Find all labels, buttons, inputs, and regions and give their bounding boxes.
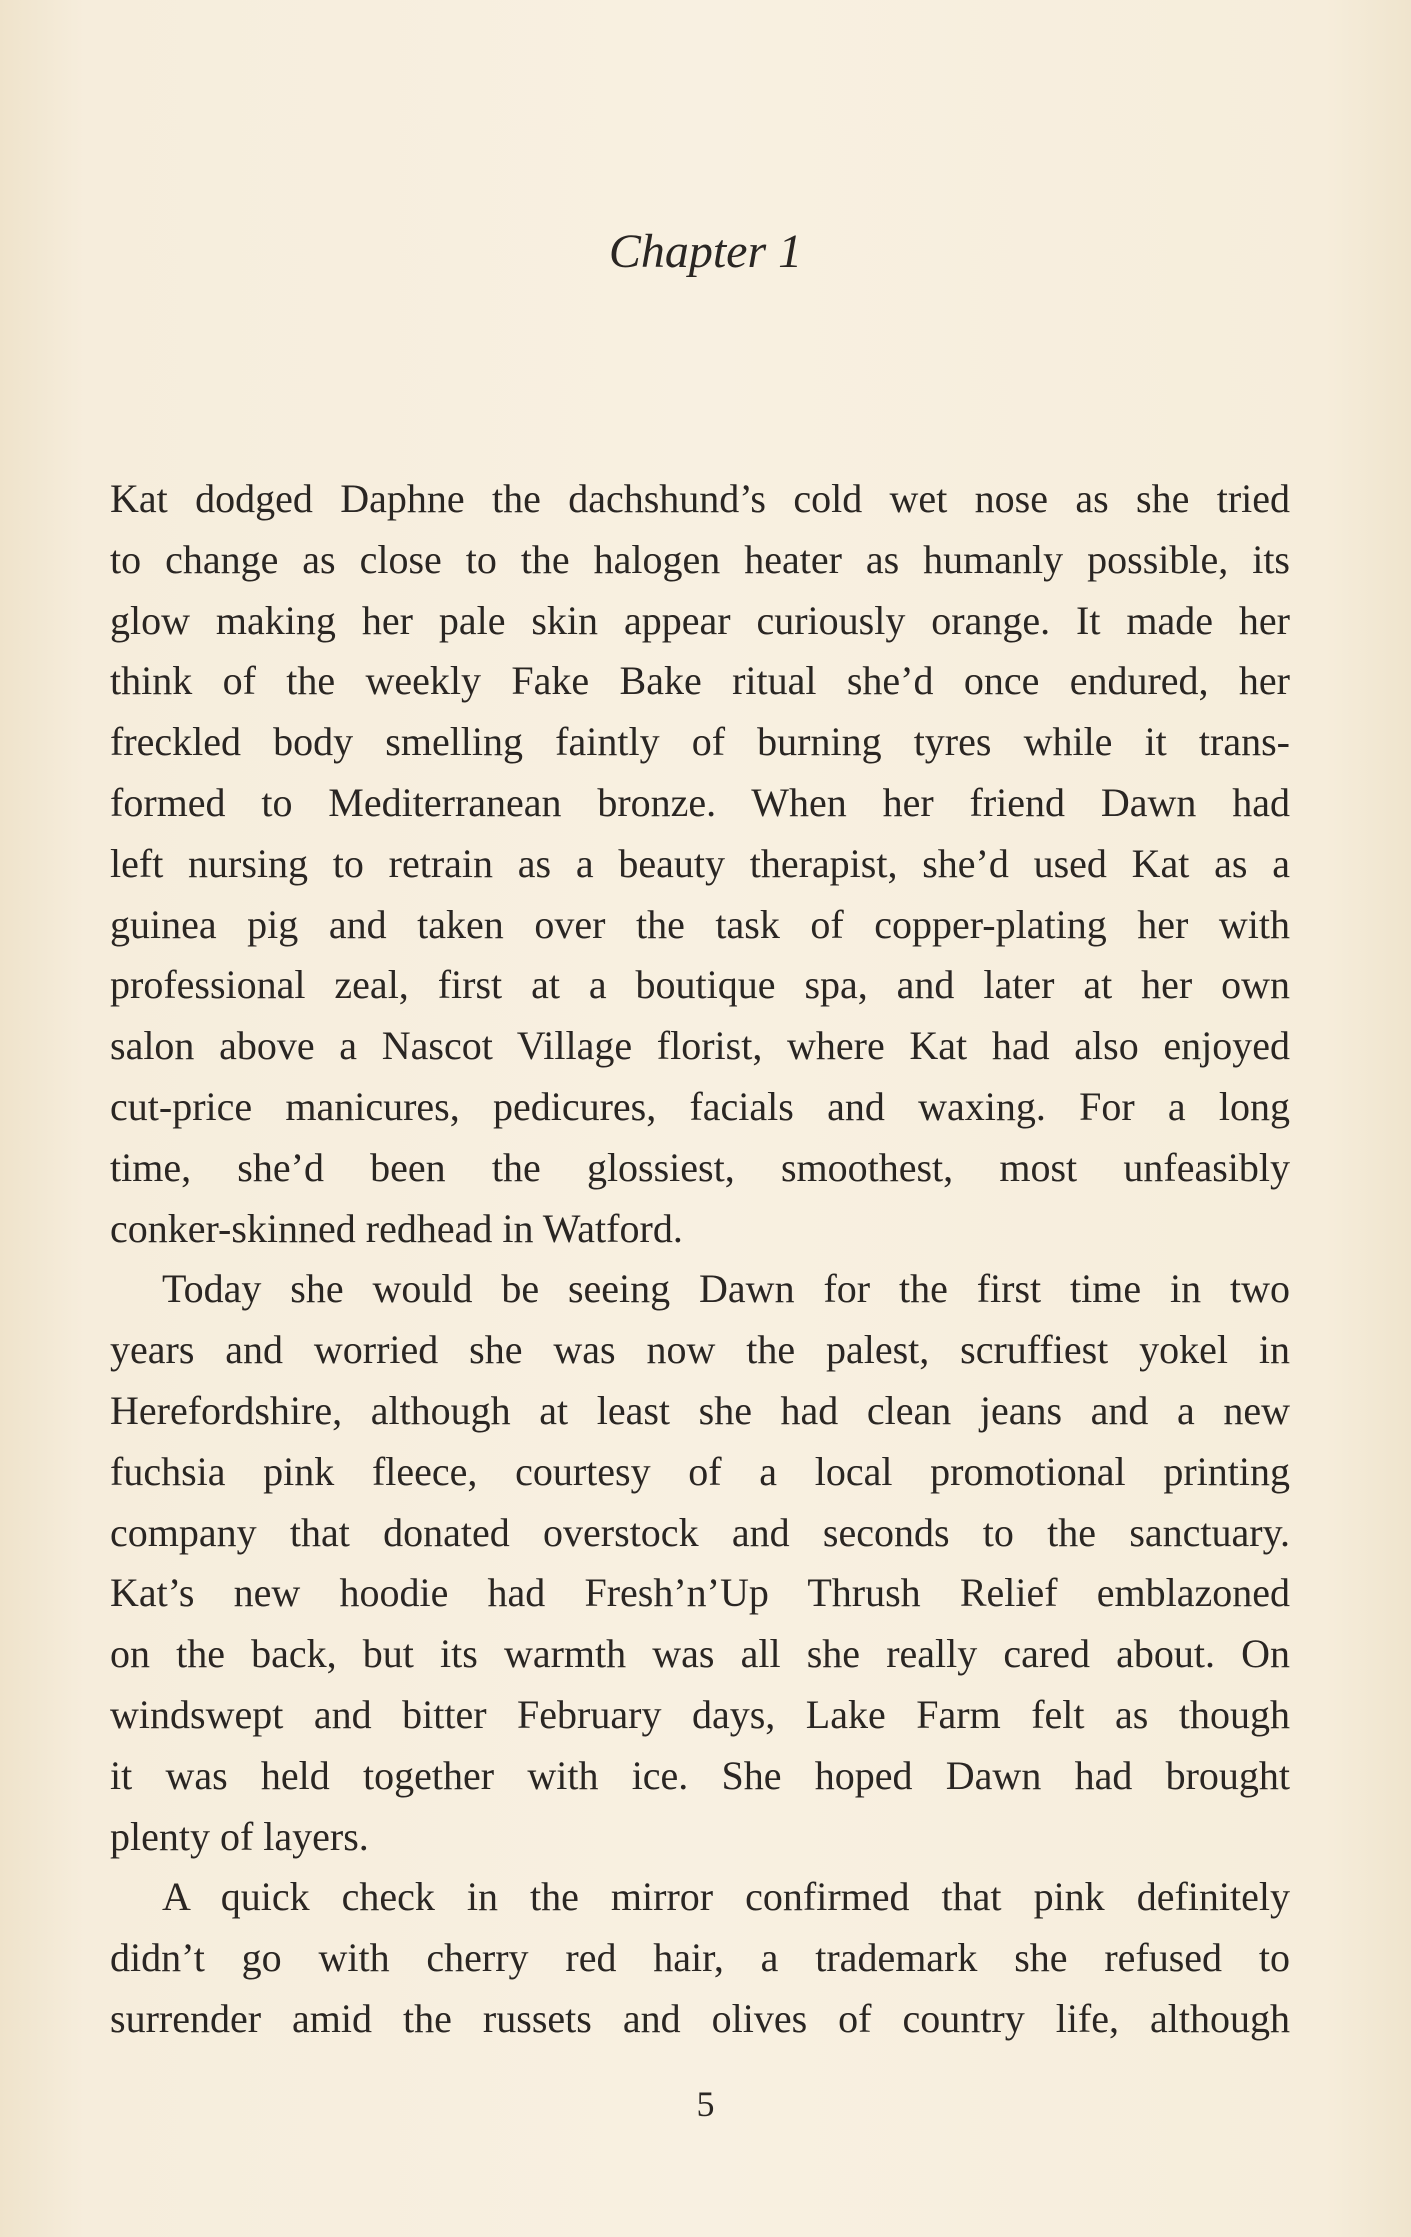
text-line: cut-price manicures, pedicures, facials and waxing. For a long (110, 1083, 1290, 1129)
text-line: guinea pig and taken over the task of copper-plating her with (110, 901, 1290, 947)
body-text (110, 469, 1290, 2050)
text-line: plenty of layers. (110, 1813, 369, 1859)
text-line: formed to Mediterranean bronze. When her friend Dawn had (110, 779, 1290, 825)
text-line: freckled body smelling faintly of burning tyres while it trans- (110, 719, 1290, 765)
text-line: it was held together with ice. She hoped Dawn had brought (110, 1752, 1290, 1798)
page-number: 5 (696, 2084, 715, 2124)
text-line: on the back, but its warmth was all she really cared about. On (110, 1631, 1290, 1677)
text-line: surrender amid the russets and olives of country life, although (110, 1995, 1290, 2041)
text-line: years and worried she was now the palest, scruffiest yokel in (110, 1327, 1290, 1373)
text-line: Kat’s new hoodie had Fresh’n’Up Thrush Relief emblazoned (110, 1570, 1290, 1616)
paragraph-3 (110, 1867, 1290, 2049)
text-line: professional zeal, first at a boutique spa, and later at her own (110, 962, 1290, 1008)
chapter-title: Chapter 1 (608, 225, 803, 278)
text-line: Today she would be seeing Dawn for the first time in two (162, 1266, 1290, 1312)
text-line: A quick check in the mirror confirmed that pink definitely (162, 1874, 1290, 1920)
text-line: time, she’d been the glossiest, smoothest, most unfeasibly (110, 1144, 1290, 1190)
text-line: salon above a Nascot Village florist, where Kat had also enjoyed (110, 1023, 1290, 1069)
text-line: left nursing to retrain as a beauty therapist, she’d used Kat as a (110, 840, 1290, 886)
text-line: windswept and bitter February days, Lake Farm felt as though (110, 1691, 1290, 1737)
text-line: to change as close to the halogen heater as humanly possible, its (110, 536, 1290, 582)
text-line: Herefordshire, although at least she had clean jeans and a new (110, 1387, 1290, 1433)
text-line: didn’t go with cherry red hair, a trademark she refused to (110, 1935, 1290, 1981)
text-line: fuchsia pink fleece, courtesy of a local promotional printing (110, 1448, 1290, 1494)
text-line: glow making her pale skin appear curiously orange. It made her (110, 597, 1290, 643)
text-line: think of the weekly Fake Bake ritual she’d once endured, her (110, 658, 1290, 704)
paragraph-2 (110, 1259, 1290, 1867)
paragraph-1 (110, 469, 1290, 1259)
text-line: Kat dodged Daphne the dachshund’s cold wet nose as she tried (110, 476, 1290, 521)
text-line: conker-skinned redhead in Watford. (110, 1205, 683, 1251)
text-line: company that donated overstock and seconds to the sanctuary. (110, 1509, 1290, 1555)
